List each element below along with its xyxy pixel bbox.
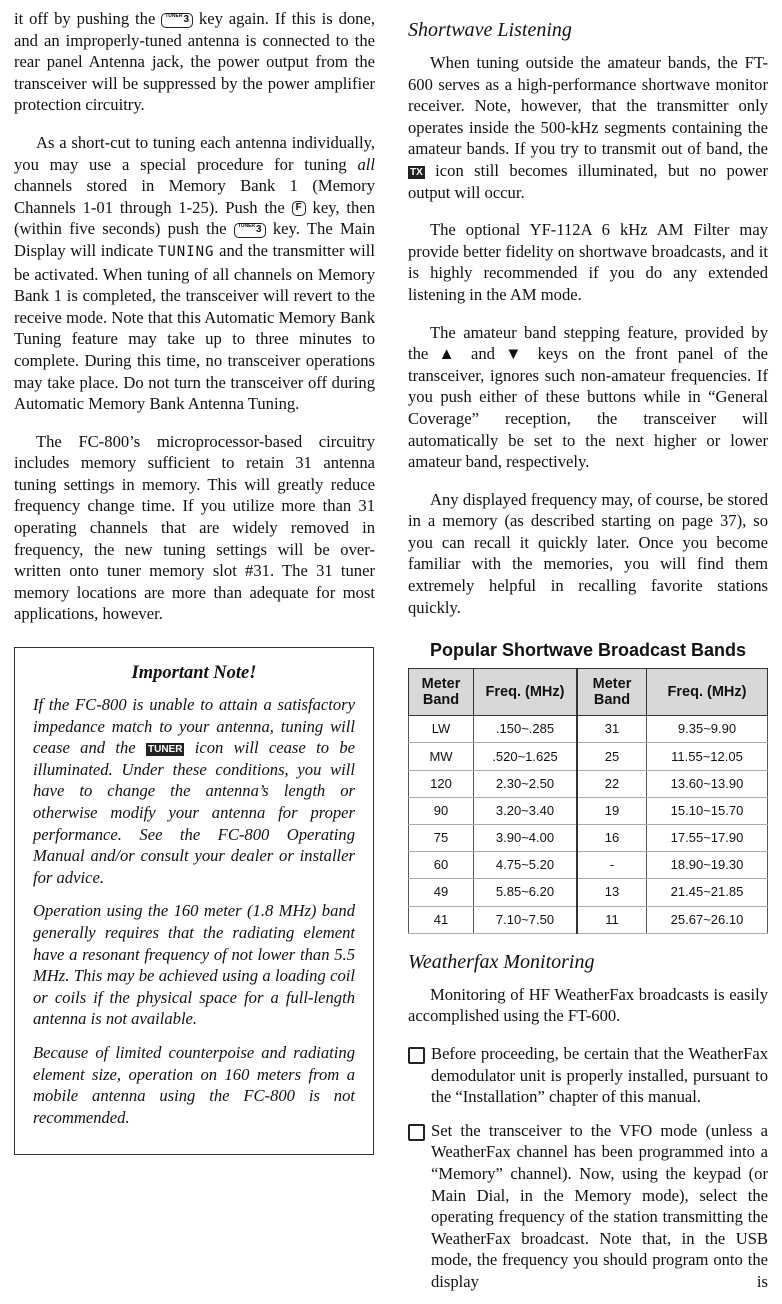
paragraph <box>408 322 768 473</box>
paragraph <box>14 8 375 116</box>
text: As a short-cut to tuning each antenna individually, you may use a special procedure for tuning <box>14 132 375 174</box>
left-column <box>14 8 375 1155</box>
column-header: Freq. (MHz) <box>474 669 578 716</box>
table-cell: 22 <box>577 770 647 797</box>
table-row <box>409 852 768 879</box>
emphasis: all <box>357 154 375 174</box>
table-cell: 5.85~6.20 <box>474 879 578 906</box>
table-cell: - <box>577 852 647 879</box>
broadcast-bands-table <box>408 668 768 934</box>
table-cell: 25 <box>577 743 647 770</box>
tx-icon: TX <box>410 166 423 178</box>
text: keys on the front panel of the transceiver, ignores such non-amateur frequencies. If you push either of these buttons while in “General Coverage” reception, the transceiver will automatically be set to the next higher or lower amateur band, respectively. <box>408 344 769 472</box>
checkbox-icon <box>408 1047 425 1064</box>
table-cell: 25.67~26.10 <box>647 906 768 933</box>
table-cell: 15.10~15.70 <box>647 797 768 824</box>
text: key. The Main Display will indicate <box>14 219 375 260</box>
table-cell: 7.10~7.50 <box>474 906 578 933</box>
text: key again. If this is done, and an improperly-tuned antenna is connected to the rear panel Antenna jack, the power output from the transceiver will be suppressed by the power amplifier protection circuitry. <box>14 9 375 115</box>
tuner-3-key-icon <box>234 223 266 238</box>
table-cell: 17.55~17.90 <box>647 825 768 852</box>
table-cell: 16 <box>577 825 647 852</box>
table-cell: 13 <box>577 879 647 906</box>
table-cell: 11.55~12.05 <box>647 743 768 770</box>
table-cell: 60 <box>409 852 474 879</box>
table-cell: 49 <box>409 879 474 906</box>
right-column <box>408 18 768 1304</box>
checkbox-icon <box>408 1124 425 1141</box>
key-caption: TUNER <box>165 12 183 19</box>
tuner-3-key-icon <box>161 13 193 28</box>
table-row <box>409 716 768 743</box>
text: key, then (within five seconds) push the <box>14 197 375 239</box>
table-cell: 21.45~21.85 <box>647 879 768 906</box>
table-cell: 13.60~13.90 <box>647 770 768 797</box>
table-row <box>409 906 768 933</box>
key-caption: TUNER <box>237 223 256 230</box>
column-header: Meter Band <box>577 669 647 716</box>
table-cell: 75 <box>409 825 474 852</box>
table-cell: 41 <box>409 906 474 933</box>
text: If the FC-800 is unable to attain a satisfactory impedance match to your antenna, tuning will cease and the <box>33 695 355 758</box>
note-paragraph <box>33 694 355 888</box>
table-cell: 3.20~3.40 <box>474 797 578 824</box>
paragraph: Any displayed frequency may, of course, be stored in a memory (as described starting on page 37), so you can recall it quickly later. Once you become familiar with the memories, you will find them extremely helpful in recalling favorite stations quickly. <box>408 489 768 617</box>
checklist-item <box>408 1120 768 1293</box>
text: icon will cease to be illuminated. Under these conditions, you will have to change the antenna’s length or otherwise modify your antenna for proper performance. See the FC-800 Operating Manual and/or consult your dealer or installer for advice. <box>33 738 355 887</box>
table-cell: 11 <box>577 906 647 933</box>
table-row <box>409 825 768 852</box>
note-title: Important Note! <box>131 663 257 684</box>
text: and the transmitter will be activated. When tuning of all channels on Memory Bank 1 is completed, the transceiver will revert to the receive mode. Note that this Automatic Memory Bank Tuning feature may take up to three minutes to complete. During this time, no transceiver operations may take place. Do not turn the transceiver off during Automatic Memory Bank Antenna Tuning. <box>14 240 375 414</box>
table-cell: 2.30~2.50 <box>474 770 578 797</box>
section-heading: Weatherfax Monitoring <box>408 950 595 973</box>
key-label: 3 <box>183 13 190 25</box>
table-cell: 90 <box>409 797 474 824</box>
paragraph <box>14 132 375 415</box>
key-label: 3 <box>256 224 262 236</box>
table-row <box>409 879 768 906</box>
lcd-display-text: TUNING <box>157 243 215 260</box>
table-cell: 4.75~5.20 <box>474 852 578 879</box>
paragraph: Monitoring of HF WeatherFax broadcasts is easily accomplished using the FT-600. <box>408 984 768 1026</box>
note-paragraph: Because of limited counterpoise and radiating element size, operation on 160 meters from a mobile antenna using the FC-800 is not recommended. <box>33 1042 355 1127</box>
text: it off by pushing the <box>14 9 162 28</box>
table-cell: 19 <box>577 797 647 824</box>
table-cell: 9.35~9.90 <box>647 716 768 743</box>
tuner-icon: TUNER <box>148 743 183 755</box>
column-header: Freq. (MHz) <box>647 669 768 716</box>
column-header: Meter Band <box>409 669 474 716</box>
step-text: Before proceeding, be certain that the WeatherFax demodulator unit is properly installed, pursuant to the “Installation” chapter of this manual. <box>431 1043 768 1107</box>
table-cell: 120 <box>409 770 474 797</box>
up-arrow-key-icon: ▲ <box>438 344 461 364</box>
text: When tuning outside the amateur bands, the FT-600 serves as a high-performance shortwave monitor receiver. Note, however, that the transmitter only operates inside the 500-kHz segments containing the amateur bands. If you try to transmit out of band, the <box>408 53 768 159</box>
table-title: Popular Shortwave Broadcast Bands <box>429 640 747 661</box>
table-cell: 31 <box>577 716 647 743</box>
table-cell: .520~1.625 <box>474 743 578 770</box>
checklist-item <box>408 1043 768 1108</box>
text: The amateur band stepping feature, provided by the <box>408 322 768 364</box>
f-key-icon: F <box>292 201 306 216</box>
important-note-box <box>14 647 374 1155</box>
down-arrow-key-icon: ▼ <box>505 344 528 364</box>
table-cell: LW <box>409 716 474 743</box>
text: and <box>460 344 506 364</box>
table-row <box>409 797 768 824</box>
table-row <box>409 743 768 770</box>
table-cell: .150~.285 <box>474 716 578 743</box>
paragraph: The optional YF-112A 6 kHz AM Filter may provide better fidelity on shortwave broadcasts, and it is highly recommended if you do any extended listening in the AM mode. <box>408 220 768 304</box>
step-text: Set the transceiver to the VFO mode (unless a WeatherFax channel has been programmed into a “Memory” channel). Now, using the keypad (or Main Dial, in the Memory mode), select the operating frequency of the station transmitting the WeatherFax broadcast. Note that, in the USB mode, the frequency you should program onto the display is <box>431 1120 768 1291</box>
section-heading: Shortwave Listening <box>408 19 572 41</box>
note-paragraph: Operation using the 160 meter (1.8 MHz) band generally requires that the radiating element have a resonant frequency of not lower than 5.5 MHz. This may be achieved using a loading coil or coils if the physical space for a full-length antenna is not available. <box>33 901 355 1029</box>
text: channels stored in Memory Bank 1 (Memory Channels 1-01 through 1-25). Push the <box>14 176 375 217</box>
paragraph: The FC-800’s microprocessor-based circuitry includes memory sufficient to retain 31 antenna tuning settings in memory. This will greatly reduce frequency change time. If you utilize more than 31 operating channels that are widely removed in frequency, the new tuning settings will be over-written onto tuner memory slot #31. The 31 tuner memory locations are more than adequate for most applications, however. <box>14 431 375 624</box>
table-cell: MW <box>409 743 474 770</box>
text: icon still becomes illuminated, but no power output will occur. <box>408 160 768 202</box>
paragraph <box>408 52 768 203</box>
table-cell: 3.90~4.00 <box>474 825 578 852</box>
table-cell: 18.90~19.30 <box>647 852 768 879</box>
table-row <box>409 770 768 797</box>
